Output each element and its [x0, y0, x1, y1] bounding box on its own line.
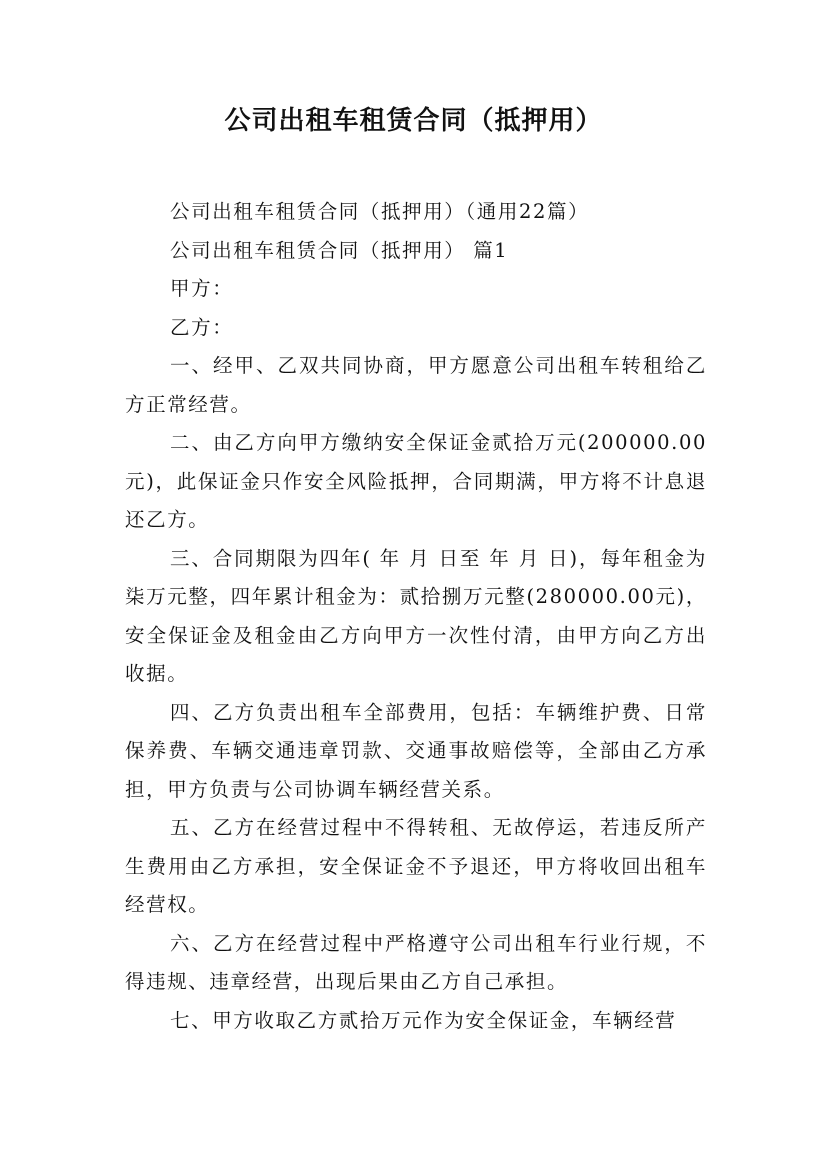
paragraph-clause-4: 四、乙方负责出租车全部费用，包括：车辆维护费、日常保养费、车辆交通违章罚款、交通事故赔偿等，全部由乙方承担，甲方负责与公司协调车辆经营关系。 — [125, 700, 707, 801]
paragraph-party-b: 乙方： — [170, 315, 234, 339]
paragraph-section-heading: 公司出租车租赁合同（抵押用） 篇1 — [170, 238, 509, 262]
document-title: 公司出租车租赁合同（抵押用） — [224, 106, 603, 136]
paragraph-clause-2: 二、由乙方向甲方缴纳安全保证金贰拾万元(200000.00元)，此保证金只作安全风险抵押，合同期满，甲方将不计息退还乙方。 — [125, 431, 707, 531]
paragraph-party-a: 甲方： — [170, 277, 234, 300]
document-body — [125, 193, 707, 1040]
paragraph-clause-7: 七、甲方收取乙方贰拾万元作为安全保证金，车辆经营 — [170, 1008, 677, 1032]
paragraph-subtitle: 公司出租车租赁合同（抵押用）（通用22篇） — [170, 200, 590, 223]
paragraph-clause-1: 一、经甲、乙双共同协商，甲方愿意公司出租车转租给乙方正常经营。 — [125, 354, 707, 416]
paragraph-clause-5: 五、乙方在经营过程中不得转租、无故停运，若违反所产生费用由乙方承担，安全保证金不予退还，甲方将收回出租车经营权。 — [125, 816, 707, 916]
paragraph-clause-3: 三、合同期限为四年( 年 月 日至 年 月 日)，每年租金为柒万元整，四年累计租金为：贰拾捌万元整(280000.00元)，安全保证金及租金由乙方向甲方一次性付清，由甲方向乙方出收据。 — [125, 546, 707, 685]
paragraph-clause-6: 六、乙方在经营过程中严格遵守公司出租车行业行规，不得违规、违章经营，出现后果由乙方自己承担。 — [125, 931, 707, 993]
